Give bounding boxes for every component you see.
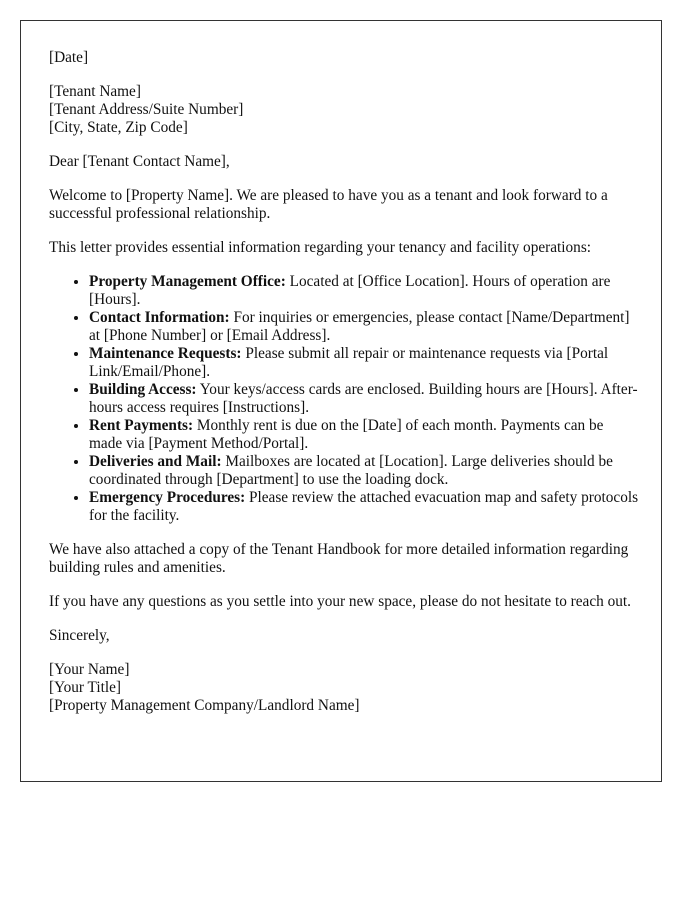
closing-paragraph: If you have any questions as you settle into your new space, please do not hesitate to reach out. [49,593,631,610]
info-list [49,273,639,525]
sign-off: Sincerely, [49,627,110,644]
list-item-maintenance-requests [89,345,639,381]
signature-company: [Property Management Company/Landlord Name] [49,697,360,714]
item-label: Deliveries and Mail: [89,453,222,470]
signature-name: [Your Name] [49,661,130,678]
recipient-address: [Tenant Address/Suite Number] [49,101,244,118]
signature-block [49,661,639,715]
list-item-property-management-office [89,273,639,309]
recipient-address-block [49,83,639,137]
item-label: Rent Payments: [89,417,194,434]
list-item-emergency-procedures [89,489,639,525]
letter-body [49,49,639,715]
item-label: Contact Information: [89,309,230,326]
item-text: For inquiries or emergencies, please contact [Name/Department] at [Phone Number] or [Email Address]. [89,309,630,344]
recipient-name: [Tenant Name] [49,83,141,100]
item-text: Please review the attached evacuation map and safety protocols for the facility. [89,489,639,524]
handbook-paragraph: We have also attached a copy of the Tenant Handbook for more detailed information regarding building rules and amenities. [49,541,629,576]
item-label: Emergency Procedures: [89,489,246,506]
item-label: Building Access: [89,381,197,398]
intro-paragraph: Welcome to [Property Name]. We are pleased to have you as a tenant and look forward to a successful professional relationship. [49,187,608,222]
signature-title: [Your Title] [49,679,121,696]
item-text: Monthly rent is due on the [Date] of each month. Payments can be made via [Payment Method/Portal]. [89,417,604,452]
list-item-rent-payments [89,417,639,453]
item-label: Property Management Office: [89,273,286,290]
item-text: Your keys/access cards are enclosed. Building hours are [Hours]. After-hours access requires [Instructions]. [89,381,638,416]
lead-in-paragraph: This letter provides essential information regarding your tenancy and facility operations: [49,239,592,256]
salutation: Dear [Tenant Contact Name], [49,153,230,170]
recipient-city-state-zip: [City, State, Zip Code] [49,119,188,136]
letter-page [20,20,662,782]
item-label: Maintenance Requests: [89,345,242,362]
item-text: Mailboxes are located at [Location]. Large deliveries should be coordinated through [Department] to use the loading dock. [89,453,613,488]
item-text: Located at [Office Location]. Hours of operation are [Hours]. [89,273,611,308]
letter-date: [Date] [49,49,89,66]
item-text: Please submit all repair or maintenance requests via [Portal Link/Email/Phone]. [89,345,609,380]
list-item-deliveries-and-mail [89,453,639,489]
list-item-contact-information [89,309,639,345]
list-item-building-access [89,381,639,417]
